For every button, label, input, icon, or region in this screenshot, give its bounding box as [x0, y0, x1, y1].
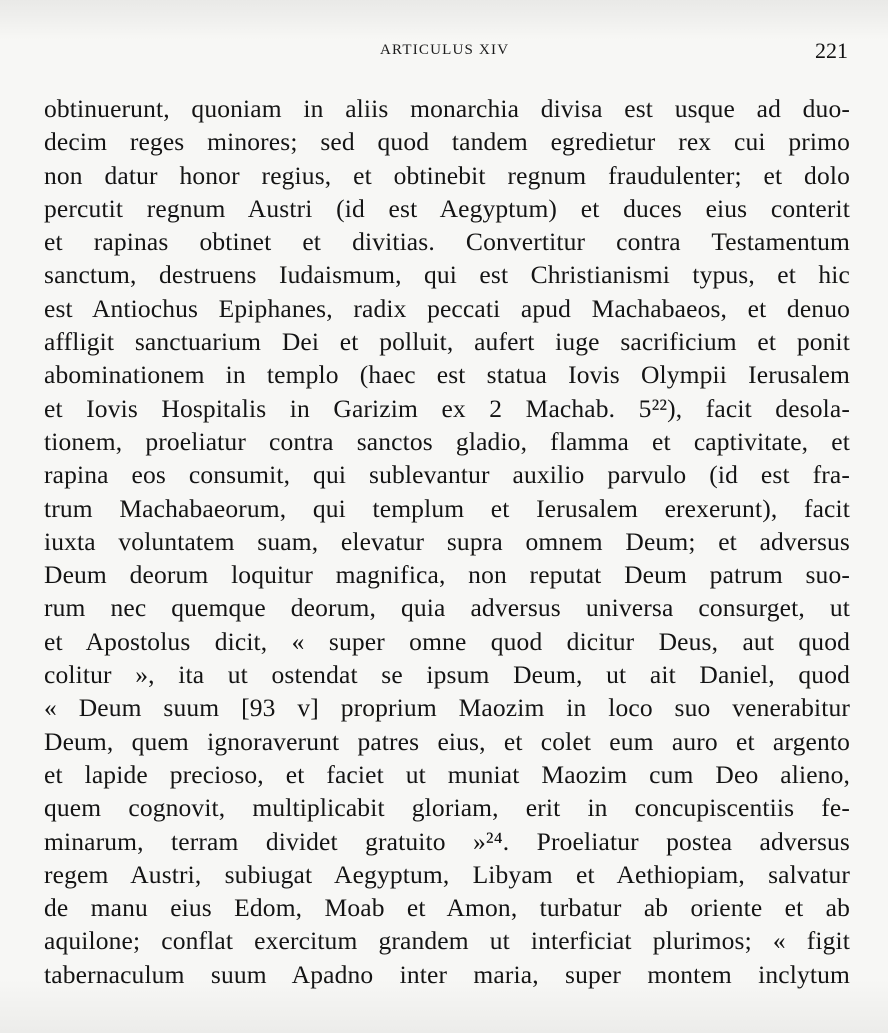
text-line: abominationem in templo (haec est statua Iovis Olympii Ierusalem: [44, 360, 850, 390]
page-number: 221: [815, 38, 848, 63]
text-line: regem Austri, subiugat Aegyptum, Libyam et Aethiopiam, salvatur: [44, 859, 850, 889]
running-head: [0, 40, 888, 64]
text-line: iuxta voluntatem suam, elevatur supra omnem Deum; et adversus: [44, 526, 850, 556]
text-line: rapina eos consumit, qui sublevantur auxilio parvulo (id est fra-: [44, 460, 850, 490]
text-line: tabernaculum suum Apadno inter maria, super montem inclytum: [44, 959, 850, 989]
text-line: non datur honor regius, et obtinebit regnum fraudulenter; et dolo: [44, 160, 850, 190]
text-line: Deum, quem ignoraverunt patres eius, et colet eum auro et argento: [44, 726, 850, 756]
text-line: et rapinas obtinet et divitias. Convertitur contra Testamentum: [44, 227, 850, 257]
text-line: Deum deorum loquitur magnifica, non reputat Deum patrum suo-: [44, 560, 850, 590]
text-line: colitur », ita ut ostendat se ipsum Deum, ut ait Daniel, quod: [44, 660, 850, 690]
text-line: quem cognovit, multiplicabit gloriam, erit in concupiscentiis fe-: [44, 793, 850, 823]
text-line: obtinuerunt, quoniam in aliis monarchia divisa est usque ad duo-: [44, 94, 850, 123]
text-line: « Deum suum [93 v] proprium Maozim in loco suo venerabitur: [44, 693, 850, 723]
text-line: aquilone; conflat exercitum grandem ut interficiat plurimos; « figit: [44, 926, 850, 956]
text-line: trum Machabaeorum, qui templum et Ierusalem erexerunt), facit: [44, 493, 850, 523]
text-line: affligit sanctuarium Dei et polluit, aufert iuge sacrificium et ponit: [44, 327, 850, 357]
text-line: et lapide precioso, et faciet ut muniat Maozim cum Deo alieno,: [44, 759, 850, 789]
text-line: est Antiochus Epiphanes, radix peccati apud Machabaeos, et denuo: [44, 293, 850, 323]
text-line: sanctum, destruens Iudaismum, qui est Christianismi typus, et hic: [44, 260, 850, 290]
text-line: minarum, terram dividet gratuito »²⁴. Proeliatur postea adversus: [44, 826, 850, 856]
running-title: ARTICULUS XIV: [380, 42, 510, 58]
body-text: [44, 92, 850, 991]
text-line: rum nec quemque deorum, quia adversus universa consurget, ut: [44, 593, 850, 623]
text-line: tionem, proeliatur contra sanctos gladio, flamma et captivitate, et: [44, 426, 850, 456]
text-line: percutit regnum Austri (id est Aegyptum) et duces eius conterit: [44, 193, 850, 223]
text-line: de manu eius Edom, Moab et Amon, turbatur ab oriente et ab: [44, 893, 850, 923]
text-line: et Iovis Hospitalis in Garizim ex 2 Machab. 5²²), facit desola-: [44, 393, 850, 423]
text-line: et Apostolus dicit, « super omne quod dicitur Deus, aut quod: [44, 626, 850, 656]
text-line: decim reges minores; sed quod tandem egredietur rex cui primo: [44, 127, 850, 157]
